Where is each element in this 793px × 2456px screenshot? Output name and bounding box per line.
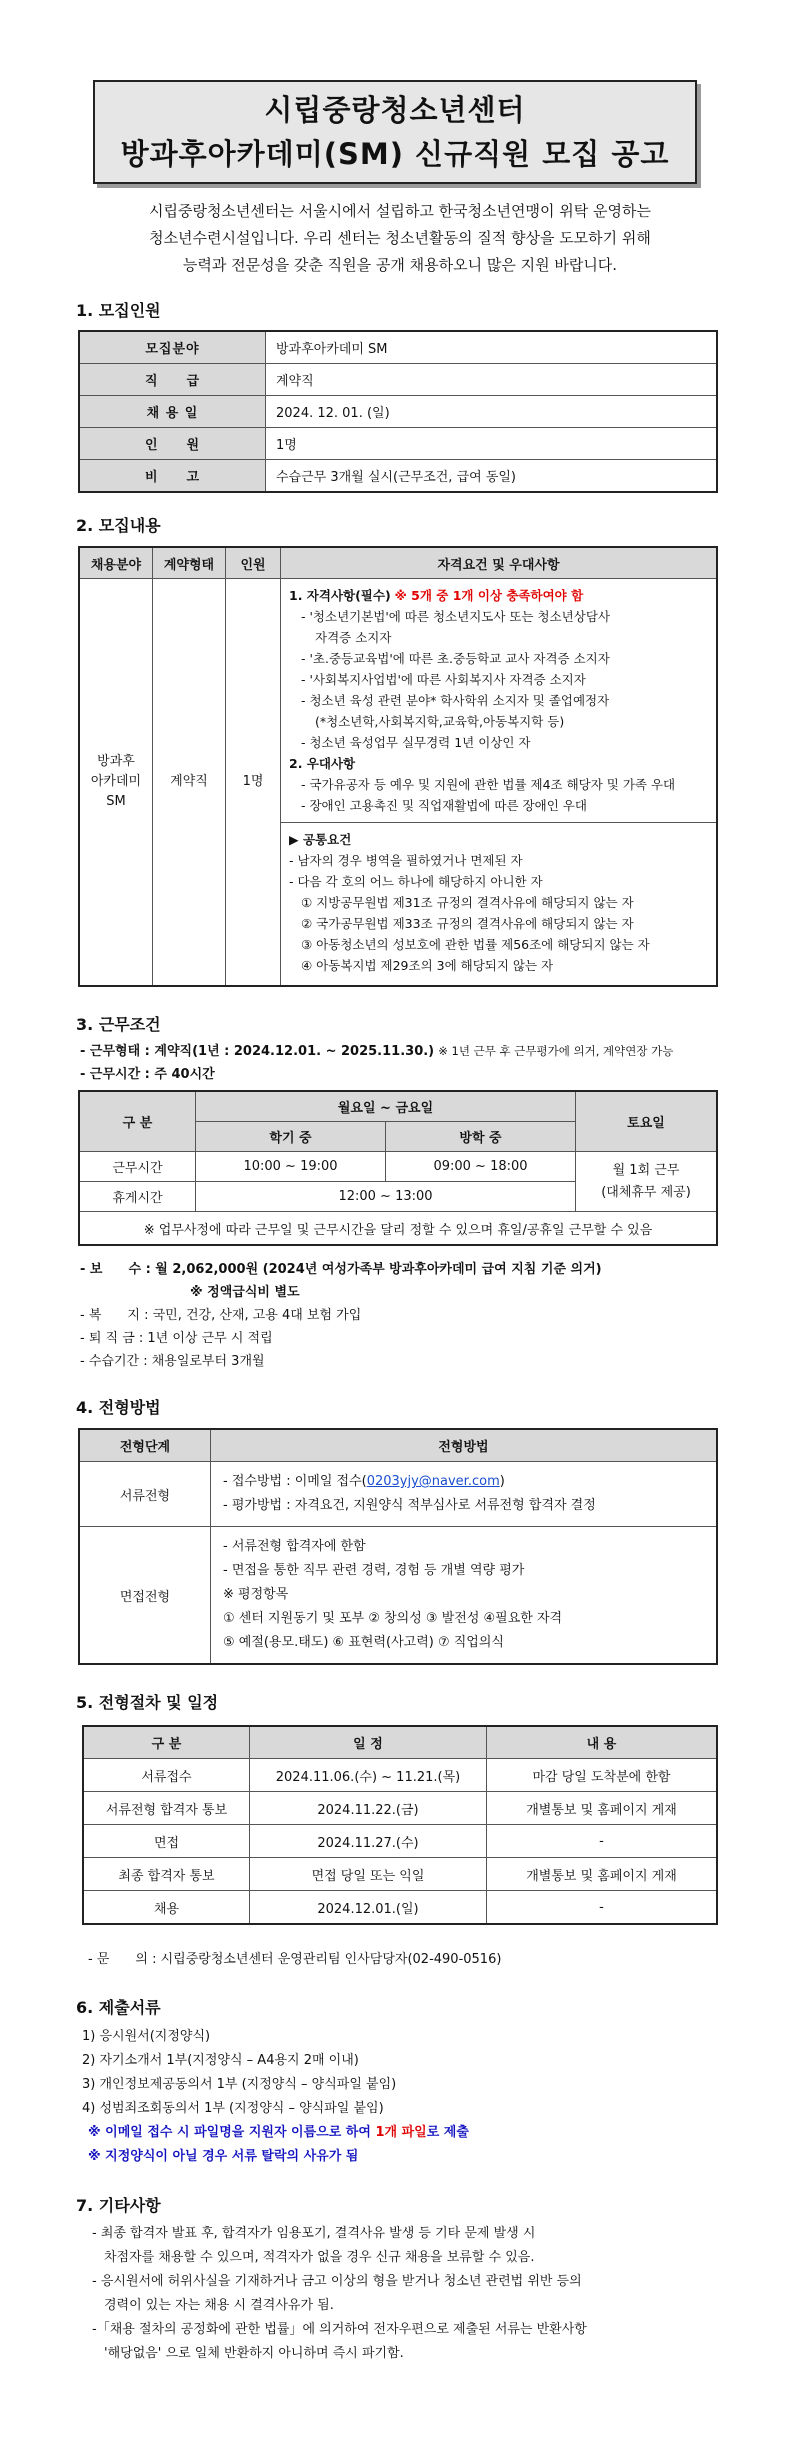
schedule-note: 마감 당일 도착분에 한함 bbox=[487, 1759, 718, 1792]
section3-title: 3. 근무조건 bbox=[76, 1015, 161, 1034]
recruit-content-table bbox=[78, 546, 718, 987]
table-header-row bbox=[79, 547, 717, 579]
misc-line: '해당없음' 으로 일체 반환하지 아니하며 즉시 파기함. bbox=[104, 2346, 404, 2361]
pref-item: - 국가유공자 등 예우 및 지원에 관한 법률 제4조 해당자 및 가족 우대 bbox=[301, 777, 676, 792]
header-method: 전형방법 bbox=[211, 1429, 718, 1462]
section2-title: 2. 모집내용 bbox=[76, 516, 161, 535]
work-time-vacation: 09:00 ~ 18:00 bbox=[386, 1152, 576, 1182]
schedule-date: 2024.11.27.(수) bbox=[250, 1825, 487, 1858]
table-header-row bbox=[79, 1091, 717, 1122]
table-row bbox=[79, 331, 717, 364]
submission-note-text: 로 제출 bbox=[426, 2125, 469, 2140]
intro-line: 시립중랑청소년센터는 서울시에서 설립하고 한국청소년연맹이 위탁 운영하는 bbox=[148, 202, 651, 220]
section7-title: 7. 기타사항 bbox=[76, 2196, 161, 2215]
intro-paragraph bbox=[80, 198, 720, 279]
row-key: 인 원 bbox=[79, 428, 266, 460]
schedule-note: - bbox=[487, 1825, 718, 1858]
row-value: 수습근무 3개월 실시(근무조건, 급여 동일) bbox=[266, 460, 718, 493]
table-row bbox=[83, 1825, 717, 1858]
rest-time-value: 12:00 ~ 13:00 bbox=[196, 1182, 576, 1212]
probation-line: - 수습기간 : 채용일로부터 3개월 bbox=[80, 1354, 265, 1369]
table-row bbox=[79, 1462, 717, 1527]
common-item: ① 지방공무원법 제31조 규정의 결격사유에 해당되지 않는 자 bbox=[301, 895, 634, 910]
table-row bbox=[83, 1858, 717, 1891]
section1-title: 1. 모집인원 bbox=[76, 301, 161, 320]
pay-note: ※ 정액급식비 별도 bbox=[190, 1285, 300, 1300]
header-gubun: 구 분 bbox=[79, 1091, 196, 1152]
pref-title: 2. 우대사항 bbox=[289, 756, 356, 771]
table-row bbox=[79, 1152, 717, 1182]
common-item: ④ 아동복지법 제29조의 3에 해당되지 않는 자 bbox=[301, 958, 554, 973]
header-gubun: 구 분 bbox=[83, 1726, 250, 1759]
work-form-line bbox=[80, 1040, 673, 1059]
header-contract: 계약형태 bbox=[153, 547, 226, 579]
schedule-step: 서류전형 합격자 통보 bbox=[83, 1792, 250, 1825]
doc-method bbox=[211, 1462, 718, 1527]
pref-item: - 장애인 고용촉진 및 직업재활법에 따른 장애인 우대 bbox=[301, 798, 587, 813]
row-value: 2024. 12. 01. (일) bbox=[266, 396, 718, 428]
schedule-date: 2024.11.06.(수) ~ 11.21.(목) bbox=[250, 1759, 487, 1792]
table-header-row bbox=[79, 1429, 717, 1462]
row-key: 비 고 bbox=[79, 460, 266, 493]
field-cell: 방과후 아카데미 SM bbox=[79, 579, 153, 987]
schedule-step: 면접 bbox=[83, 1825, 250, 1858]
intro-line: 청소년수련시설입니다. 우리 센터는 청소년활동의 질적 향상을 도모하기 위해 bbox=[149, 229, 651, 247]
misc-line: 차점자를 채용할 수 있으며, 적격자가 없을 경우 신규 채용을 보류할 수 있음. bbox=[104, 2250, 535, 2265]
misc-line: 경력이 있는 자는 채용 시 결격사유가 됨. bbox=[104, 2298, 334, 2313]
header-stage: 전형단계 bbox=[79, 1429, 211, 1462]
selection-method-table bbox=[78, 1428, 718, 1665]
section4-title: 4. 전형방법 bbox=[76, 1398, 161, 1417]
common-item: - 다음 각 호의 어느 하나에 해당하지 아니한 자 bbox=[289, 874, 543, 889]
pay-line: - 보 수 : 월 2,062,000원 (2024년 여성가족부 방과후아카데미 급여 지침 기준 의거) bbox=[80, 1262, 602, 1277]
table-row bbox=[79, 364, 717, 396]
saturday-value: 월 1회 근무 bbox=[612, 1162, 680, 1178]
work-note: ※ 업무사정에 따라 근무일 및 근무시간을 달리 정할 수 있으며 휴일/공휴일 근무할 수 있음 bbox=[79, 1212, 717, 1246]
qual-required-note: ※ 5개 중 1개 이상 충족하여야 함 bbox=[394, 588, 584, 603]
contact-line: - 문 의 : 시립중랑청소년센터 운영관리팀 인사담당자(02-490-0516) bbox=[88, 1952, 502, 1967]
table-row bbox=[79, 1212, 717, 1246]
common-item: ② 국가공무원법 제33조 규정의 결격사유에 해당되지 않는 자 bbox=[301, 916, 634, 931]
submission-note bbox=[88, 2121, 469, 2140]
table-header-row bbox=[83, 1726, 717, 1759]
table-row bbox=[79, 460, 717, 493]
saturday-note: (대체휴무 제공) bbox=[601, 1184, 691, 1200]
header-content: 내 용 bbox=[487, 1726, 718, 1759]
form-warning-note: ※ 지정양식이 아닐 경우 서류 탈락의 사유가 됨 bbox=[88, 2149, 359, 2164]
doc-method-line1 bbox=[223, 1470, 704, 1494]
qual-item: - '사회복지사업법'에 따른 사회복지사 자격증 소지자 bbox=[301, 672, 586, 687]
table-row bbox=[79, 396, 717, 428]
schedule-date: 2024.12.01.(일) bbox=[250, 1891, 487, 1925]
document-item: 2) 자기소개서 1부(지정양식 – A4용지 2매 이내) bbox=[82, 2053, 359, 2068]
qual-item: - '초.중등교육법'에 따른 초.중등학교 교사 자격증 소지자 bbox=[301, 651, 610, 666]
recruit-count-table bbox=[78, 330, 718, 493]
schedule-date: 면접 당일 또는 익일 bbox=[250, 1858, 487, 1891]
table-row bbox=[83, 1891, 717, 1925]
work-form-note: ※ 1년 근무 후 근무평가에 의거, 계약연장 가능 bbox=[438, 1044, 674, 1058]
header-schedule: 일 정 bbox=[250, 1726, 487, 1759]
row-key: 채 용 일 bbox=[79, 396, 266, 428]
schedule-note: - bbox=[487, 1891, 718, 1925]
schedule-step: 서류접수 bbox=[83, 1759, 250, 1792]
header-weekday: 월요일 ~ 금요일 bbox=[196, 1091, 576, 1122]
common-item: ③ 아동청소년의 성보호에 관한 법률 제56조에 해당되지 않는 자 bbox=[301, 937, 650, 952]
row-value: 방과후아카데미 SM bbox=[266, 331, 718, 364]
interview-line: - 면접을 통한 직무 관련 경력, 경험 등 개별 역량 평가 bbox=[223, 1563, 525, 1578]
qual-item: - 청소년 육성 관련 분야* 학사학위 소지자 및 졸업예정자 bbox=[301, 693, 610, 708]
document-item: 1) 응시원서(지정양식) bbox=[82, 2029, 211, 2044]
title-line2: 방과후아카데미(SM) 신규직원 모집 공고 bbox=[120, 137, 670, 171]
intro-line: 능력과 전문성을 갖춘 직원을 공개 채용하오니 많은 지원 바랍니다. bbox=[182, 256, 618, 274]
header-saturday: 토요일 bbox=[576, 1091, 718, 1152]
interview-line: ① 센터 지원동기 및 포부 ② 창의성 ③ 발전성 ④필요한 자격 bbox=[223, 1611, 563, 1626]
row-value: 1명 bbox=[266, 428, 718, 460]
title-line1: 시립중랑청소년센터 bbox=[264, 93, 526, 127]
schedule-step: 최종 합격자 통보 bbox=[83, 1858, 250, 1891]
work-form-label: - 근무형태 : 계약직(1년 : 2024.12.01. ~ 2025.11.30.) bbox=[80, 1044, 435, 1059]
table-row bbox=[79, 1527, 717, 1665]
row-key: 직 급 bbox=[79, 364, 266, 396]
title-box bbox=[93, 80, 697, 184]
schedule-step: 채용 bbox=[83, 1891, 250, 1925]
doc-stage: 서류전형 bbox=[79, 1462, 211, 1527]
header-count: 인원 bbox=[226, 547, 281, 579]
section6-title: 6. 제출서류 bbox=[76, 1998, 161, 2017]
schedule-table bbox=[82, 1725, 718, 1925]
saturday-cell bbox=[576, 1152, 718, 1212]
qual-item: - '청소년기본법'에 따른 청소년지도사 또는 청소년상담사 bbox=[301, 609, 610, 624]
rest-time-label: 휴게시간 bbox=[79, 1182, 196, 1212]
doc-method-line2: - 평가방법 : 자격요건, 지원양식 적부심사로 서류전형 합격자 결정 bbox=[223, 1498, 596, 1513]
welfare-line: - 복 지 : 국민, 건강, 산재, 고용 4대 보험 가입 bbox=[80, 1308, 362, 1323]
qual-title: 1. 자격사항(필수) bbox=[289, 588, 391, 603]
schedule-note: 개별통보 및 홈페이지 게재 bbox=[487, 1792, 718, 1825]
table-row bbox=[83, 1759, 717, 1792]
doc-method-suffix: ) bbox=[499, 1474, 505, 1489]
schedule-note: 개별통보 및 홈페이지 게재 bbox=[487, 1858, 718, 1891]
interview-line: ⑤ 예절(용모.태도) ⑥ 표현력(사고력) ⑦ 직업의식 bbox=[223, 1635, 504, 1650]
common-requirements-cell bbox=[281, 823, 718, 987]
interview-stage: 면접전형 bbox=[79, 1527, 211, 1665]
table-row bbox=[79, 428, 717, 460]
document-item: 3) 개인정보제공동의서 1부 (지정양식 – 양식파일 붙임) bbox=[82, 2077, 397, 2092]
row-value: 계약직 bbox=[266, 364, 718, 396]
count-cell: 1명 bbox=[226, 579, 281, 987]
qualification-cell bbox=[281, 579, 718, 823]
work-hours-table bbox=[78, 1090, 718, 1246]
email-link[interactable]: 0203yjy@naver.com bbox=[366, 1474, 500, 1489]
header-qualification: 자격요건 및 우대사항 bbox=[281, 547, 718, 579]
misc-line: -「채용 절차의 공정화에 관한 법률」에 의거하여 전자우편으로 제출된 서류는 반환사항 bbox=[92, 2322, 587, 2337]
work-time-semester: 10:00 ~ 19:00 bbox=[196, 1152, 386, 1182]
work-hours-line: - 근무시간 : 주 40시간 bbox=[80, 1067, 215, 1082]
qual-item: (*청소년학,사회복지학,교육학,아동복지학 등) bbox=[315, 714, 565, 729]
schedule-date: 2024.11.22.(금) bbox=[250, 1792, 487, 1825]
submission-note-highlight: 1개 파일 bbox=[375, 2125, 427, 2140]
header-semester: 학기 중 bbox=[196, 1122, 386, 1152]
misc-line: - 최종 합격자 발표 후, 합격자가 임용포기, 결격사유 발생 등 기타 문제 발생 시 bbox=[92, 2226, 536, 2241]
qual-item: 자격증 소지자 bbox=[315, 630, 392, 645]
section5-title: 5. 전형절차 및 일정 bbox=[76, 1693, 219, 1712]
table-row bbox=[79, 579, 717, 823]
doc-method-prefix: - 접수방법 : 이메일 접수( bbox=[223, 1474, 367, 1489]
common-item: - 남자의 경우 병역을 필하였거나 면제된 자 bbox=[289, 853, 523, 868]
interview-line: - 서류전형 합격자에 한함 bbox=[223, 1539, 366, 1554]
table-row bbox=[83, 1792, 717, 1825]
header-vacation: 방학 중 bbox=[386, 1122, 576, 1152]
row-key: 모집분야 bbox=[79, 331, 266, 364]
common-title: ▶ 공통요건 bbox=[289, 832, 352, 847]
misc-line: - 응시원서에 허위사실을 기재하거나 금고 이상의 형을 받거나 청소년 관련법 위반 등의 bbox=[92, 2274, 582, 2289]
interview-line: ※ 평정항목 bbox=[223, 1587, 289, 1602]
work-time-label: 근무시간 bbox=[79, 1152, 196, 1182]
interview-method bbox=[211, 1527, 718, 1665]
submission-note-text: ※ 이메일 접수 시 파일명을 지원자 이름으로 하여 bbox=[88, 2125, 376, 2140]
header-field: 채용분야 bbox=[79, 547, 153, 579]
severance-line: - 퇴 직 금 : 1년 이상 근무 시 적립 bbox=[80, 1331, 273, 1346]
contract-cell: 계약직 bbox=[153, 579, 226, 987]
qual-item: - 청소년 육성업무 실무경력 1년 이상인 자 bbox=[301, 735, 531, 750]
document-item: 4) 성범죄조회동의서 1부 (지정양식 – 양식파일 붙임) bbox=[82, 2101, 384, 2116]
